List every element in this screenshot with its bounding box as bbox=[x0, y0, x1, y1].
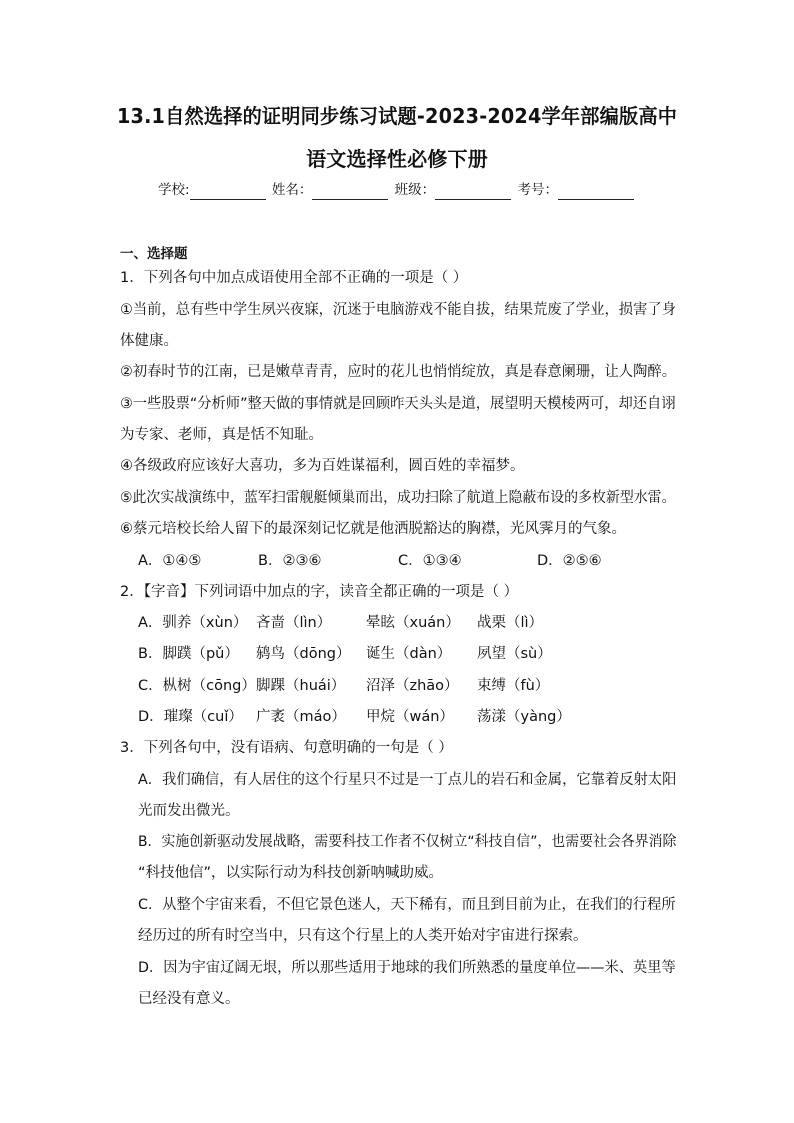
q1-sentence-3-line-2: 为专家、老师，真是恬不知耻。 bbox=[120, 427, 323, 443]
q3-stem: 3．下列各句中，没有语病、句意明确的一句是（ ） bbox=[120, 740, 453, 756]
q3-option-a-line-1[interactable]: A．我们确信，有人居住的这个行星只不过是一丁点儿的岩石和金属，它靠着反射太阳 bbox=[138, 772, 677, 788]
q3-option-d-line-2: 已经没有意义。 bbox=[138, 991, 240, 1007]
q2-option-b[interactable] bbox=[138, 643, 552, 665]
q1-sentence-1-line-1: ①当前，总有些中学生夙兴夜寐，沉迷于电脑游戏不能自拔，结果荒废了学业，损害了身 bbox=[120, 302, 676, 318]
name-blank[interactable] bbox=[312, 184, 388, 200]
class-blank[interactable] bbox=[435, 184, 511, 200]
class-label: 班级： bbox=[394, 182, 436, 198]
q1-sentence-5: ⑤此次实战演练中，蓝军扫雷舰艇倾巢而出，成功扫除了航道上隐蔽布设的多枚新型水雷。 bbox=[120, 490, 676, 506]
q2-a-word-2: 吝啬（lìn） bbox=[256, 615, 332, 631]
q2-c-word-1: C．枞树（cōng） bbox=[138, 678, 256, 694]
q1-options bbox=[138, 550, 602, 572]
q2-stem: 2．【字音】下列词语中加点的字，读音全都正确的一项是（ ） bbox=[120, 584, 519, 600]
q1-option-b[interactable]: B．②③⑥ bbox=[258, 553, 322, 569]
q1-stem: 1．下列各句中加点成语使用全部不正确的一项是（ ） bbox=[120, 270, 468, 286]
q1-sentence-1-line-2: 体健康。 bbox=[120, 333, 178, 349]
q3-option-d-line-1[interactable]: D．因为宇宙辽阔无垠，所以那些适用于地球的我们所熟悉的量度单位——米、英里等 bbox=[138, 960, 676, 976]
q1-sentence-3-line-1: ③一些股票“分析师”整天做的事情就是回顾昨天头头是道，展望明天模棱两可，却还自诩 bbox=[120, 396, 676, 412]
q2-d-word-1: D．璀璨（cuǐ） bbox=[138, 709, 243, 725]
q2-a-word-3: 晕眩（xuán） bbox=[366, 615, 460, 631]
q1-sentence-2: ②初春时节的江南，已是嫩草青青，应时的花儿也悄悄绽放，真是春意阑珊，让人陶醉。 bbox=[120, 364, 676, 380]
q3-option-b-line-1[interactable]: B．实施创新驱动发展战略，需要科技工作者不仅树立“科技自信”，也需要社会各界消除 bbox=[138, 834, 677, 850]
section-heading: 一、选择题 bbox=[120, 246, 188, 262]
q1-option-d[interactable]: D．②⑤⑥ bbox=[537, 553, 602, 569]
exam-no-blank[interactable] bbox=[558, 184, 634, 200]
name-label: 姓名： bbox=[271, 182, 313, 198]
q2-a-word-1: A．驯养（xùn） bbox=[138, 615, 248, 631]
q1-sentence-4: ④各级政府应该好大喜功，多为百姓谋福利，圆百姓的幸福梦。 bbox=[120, 458, 525, 474]
q2-b-word-3: 诞生（dàn） bbox=[366, 646, 452, 662]
q2-c-word-4: 束缚（fù） bbox=[477, 678, 550, 694]
q2-b-word-1: B．脚蹼（pǔ） bbox=[138, 646, 239, 662]
q2-a-word-4: 战栗（lì） bbox=[477, 615, 544, 631]
q3-option-b-line-2: “科技他信”，以实际行动为科技创新呐喊助威。 bbox=[138, 865, 444, 881]
q2-b-word-2: 鸫鸟（dōng） bbox=[256, 646, 351, 662]
q3-option-c-line-1[interactable]: C．从整个宇宙来看，不但它景色迷人，天下稀有，而且到目前为止，在我们的行程所 bbox=[138, 897, 676, 913]
q3-option-c-line-2: 经历过的所有时空当中，只有这个行星上的人类开始对宇宙进行探索。 bbox=[138, 928, 588, 944]
q2-option-c[interactable] bbox=[138, 675, 549, 697]
q1-sentence-6: ⑥蔡元培校长给人留下的最深刻记忆就是他洒脱豁达的胸襟，光风霁月的气象。 bbox=[120, 521, 626, 537]
student-info-row bbox=[0, 180, 794, 200]
q2-d-word-2: 广袤（máo） bbox=[256, 709, 346, 725]
q1-option-c[interactable]: C．①③④ bbox=[398, 553, 462, 569]
school-label: 学校: bbox=[158, 182, 190, 198]
q2-c-word-2: 脚踝（huái） bbox=[256, 678, 346, 694]
document-title-line-1: 13.1自然选择的证明同步练习试题-2023-2024学年部编版高中 bbox=[116, 104, 678, 128]
q3-option-a-line-2: 光而发出微光。 bbox=[138, 803, 240, 819]
exam-no-label: 考号： bbox=[517, 182, 558, 198]
q1-option-a[interactable]: A．①④⑤ bbox=[138, 553, 202, 569]
document-title-line-2: 语文选择性必修下册 bbox=[306, 147, 488, 171]
q2-option-a[interactable] bbox=[138, 612, 543, 634]
q2-d-word-4: 荡漾（yàng） bbox=[477, 709, 571, 725]
q2-d-word-3: 甲烷（wán） bbox=[366, 709, 454, 725]
q2-option-d[interactable] bbox=[138, 706, 571, 728]
school-blank[interactable] bbox=[190, 184, 266, 200]
q2-b-word-4: 夙望（sù） bbox=[477, 646, 552, 662]
q2-c-word-3: 沼泽（zhāo） bbox=[366, 678, 459, 694]
